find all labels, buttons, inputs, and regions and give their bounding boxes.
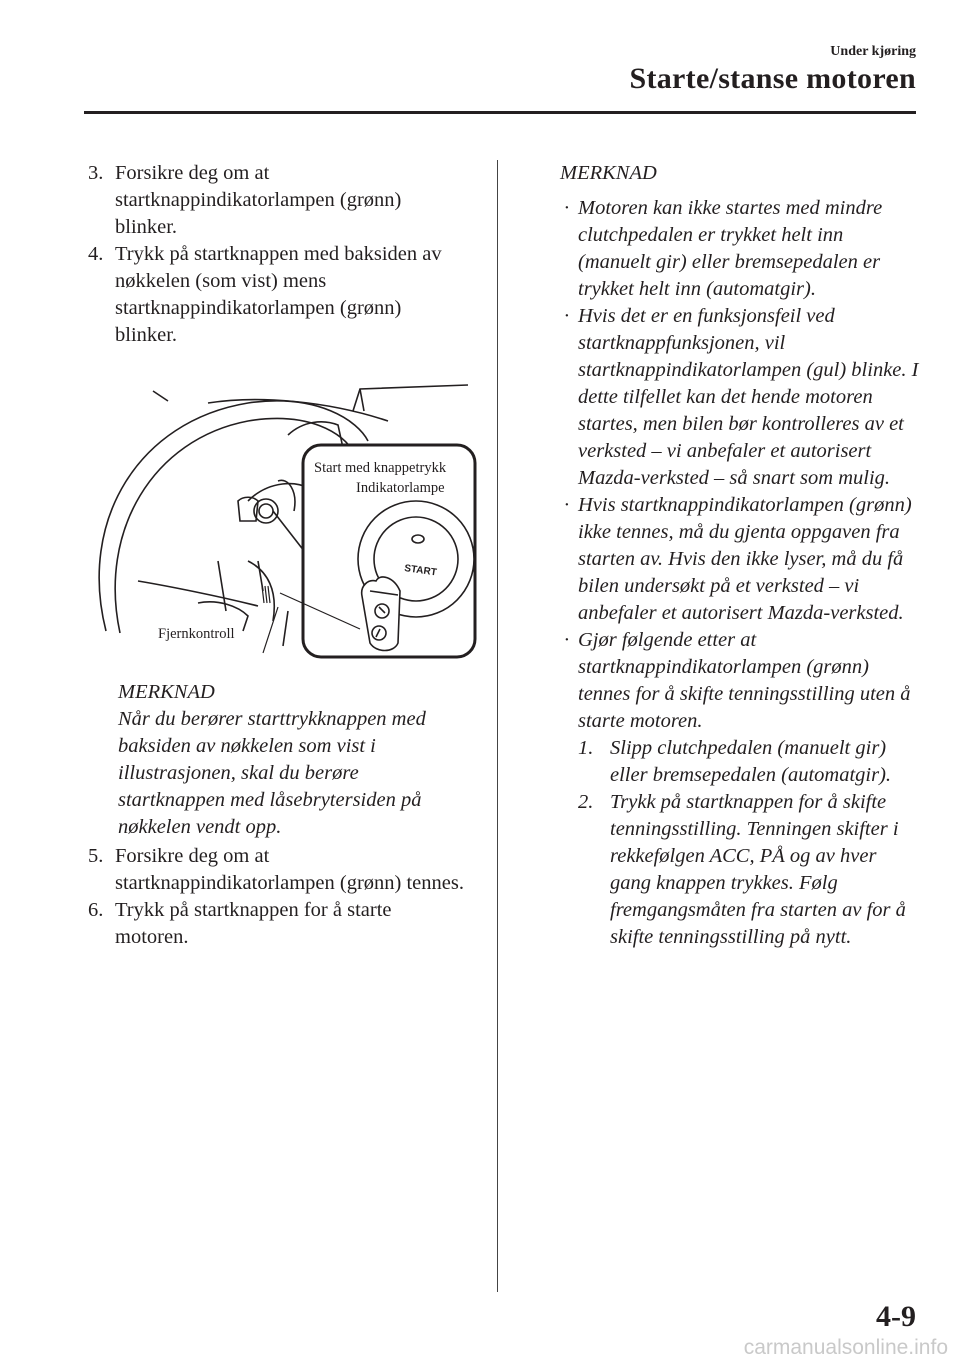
- right-column: [560, 160, 920, 951]
- header-rule: [84, 111, 916, 114]
- start-button-label: Start med knappetrykk: [314, 460, 447, 476]
- watermark: carmanualsonline.info: [743, 1336, 948, 1359]
- bullet-text: Hvis startknappindikatorlampen (grønn) ikke tennes, må du gjenta oppgaven fra starten av. Hvis den ikke lyser, må du få bilen undersøkt på et verksted – vi anbefaler et autorisert Mazda-verksted.: [578, 494, 912, 624]
- start-button-illustration: [98, 381, 480, 663]
- note-heading: MERKNAD: [560, 162, 657, 184]
- note-bullet: [560, 303, 920, 492]
- bullet-dot: ·: [564, 197, 570, 219]
- page-number: 4-9: [876, 1300, 916, 1333]
- step-number: 4.: [88, 243, 104, 265]
- bullet-text: Gjør følgende etter at startknappindikatorlampen (grønn) tennes for å skifte tenningsstilling uten å starte motoren.: [578, 629, 911, 732]
- indicator-lamp-label: Indikatorlampe: [356, 480, 445, 496]
- step-text: Forsikre deg om at startknappindikatorlampen (grønn) tennes.: [115, 845, 464, 894]
- note-substep: [560, 789, 920, 951]
- bullet-dot: ·: [564, 494, 570, 516]
- step-5: [88, 843, 468, 897]
- note-substep: [560, 735, 920, 789]
- note-heading: MERKNAD: [118, 681, 215, 703]
- step-text: Trykk på startknappen med baksiden av nøkkelen (som vist) mens startknappindikatorlampen (grønn) blinker.: [115, 243, 442, 346]
- bullet-dot: ·: [564, 629, 570, 651]
- step-4: [88, 241, 468, 349]
- substep-number: 2.: [578, 791, 594, 813]
- step-text: Trykk på startknappen for å starte motoren.: [115, 899, 392, 948]
- header-section: Under kjøring: [830, 44, 916, 59]
- step-text: Forsikre deg om at startknappindikatorlampen (grønn) blinker.: [115, 162, 402, 238]
- note-bullet: [560, 195, 920, 303]
- left-column: [88, 160, 468, 951]
- note-bullet: [560, 492, 920, 627]
- bullet-dot: ·: [564, 305, 570, 327]
- step-3: [88, 160, 468, 241]
- note-block: [88, 679, 468, 841]
- bullet-text: Hvis det er en funksjonsfeil ved startknappfunksjonen, vil startknappindikatorlampen (gul) blinke. I dette tilfellet kan det hende motoren startes, men bilen bør kontrolleres av et verksted – vi anbefaler et autorisert Mazda-verksted – så snart som mulig.: [578, 305, 919, 489]
- note-text: Når du berører starttrykknappen med baksiden av nøkkelen som vist i illustrasjonen, skal du berøre startknappen med låsebrytersiden på nøkkelen vendt opp.: [118, 708, 426, 838]
- page-title: Starte/stanse motoren: [629, 62, 916, 95]
- step-number: 5.: [88, 845, 104, 867]
- dashboard-drawing: [98, 381, 480, 663]
- note-bullet: [560, 627, 920, 735]
- substep-text: Trykk på startknappen for å skifte tenningsstilling. Tenningen skifter i rekkefølgen ACC, PÅ og av hver gang knappen trykkes. Følg fremgangsmåten fra starten av for å skifte tenningsstilling på nytt.: [610, 791, 906, 948]
- substep-number: 1.: [578, 737, 594, 759]
- column-divider: [497, 160, 498, 1292]
- substep-text: Slipp clutchpedalen (manuelt gir) eller bremsepedalen (automatgir).: [610, 737, 892, 786]
- bullet-text: Motoren kan ikke startes med mindre clutchpedalen er trykket helt inn (manuelt gir) eller bremsepedalen er trykket helt inn (automatgir).: [578, 197, 883, 300]
- step-6: [88, 897, 468, 951]
- step-number: 6.: [88, 899, 104, 921]
- remote-key-label: Fjernkontroll: [158, 626, 235, 642]
- step-number: 3.: [88, 162, 104, 184]
- start-button-text: START: [403, 563, 438, 579]
